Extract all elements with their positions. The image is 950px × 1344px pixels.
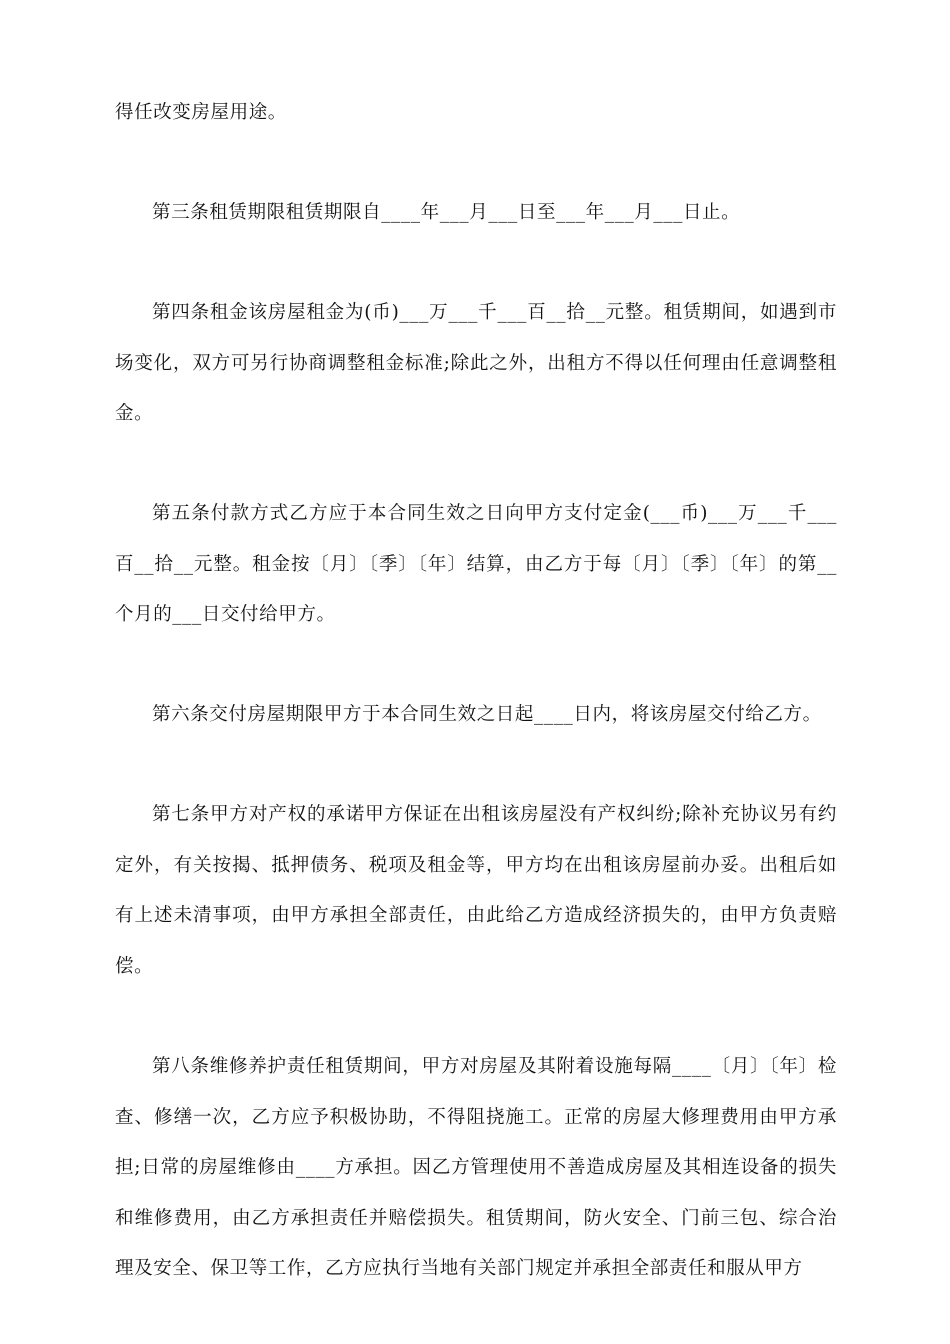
paragraph-article-4: 第四条租金该房屋租金为(币)___万___千___百__拾__元整。租赁期间，如遇到市场变化，双方可另行协商调整租金标准;除此之外，出租方不得以任何理由任意调整租金。 [115,302,837,424]
paragraph-article-5: 第五条付款方式乙方应于本合同生效之日向甲方支付定金(___币)___万___千___百__拾__元整。租金按〔月〕〔季〕〔年〕结算，由乙方于每〔月〕〔季〕〔年〕的第__个月的___日交付给甲方。 [115,503,837,625]
paragraph-article-3: 第三条租赁期限租赁期限自____年___月___日至___年___月___日止。 [152,202,741,223]
paragraph-article-7: 第七条甲方对产权的承诺甲方保证在出租该房屋没有产权纠纷;除补充协议另有约定外，有关按揭、抵押债务、税项及租金等，甲方均在出租该房屋前办妥。出租后如有上述未清事项，由甲方承担全部责任，由此给乙方造成经济损失的，由甲方负责赔偿。 [115,804,837,977]
paragraph-continuation: 得任改变房屋用途。 [115,102,287,123]
paragraph-article-8: 第八条维修养护责任租赁期间，甲方对房屋及其附着设施每隔____〔月〕〔年〕检查、修缮一次，乙方应予积极协助，不得阻挠施工。正常的房屋大修理费用由甲方承担;日常的房屋维修由____方承担。因乙方管理使用不善造成房屋及其相连设备的损失和维修费用，由乙方承担责任并赔偿损失。租赁期间，防火安全、门前三包、综合治理及安全、保卫等工作，乙方应执行当地有关部门规定并承担全部责任和服从甲方 [115,1056,837,1279]
paragraph-article-6: 第六条交付房屋期限甲方于本合同生效之日起____日内，将该房屋交付给乙方。 [152,704,822,725]
